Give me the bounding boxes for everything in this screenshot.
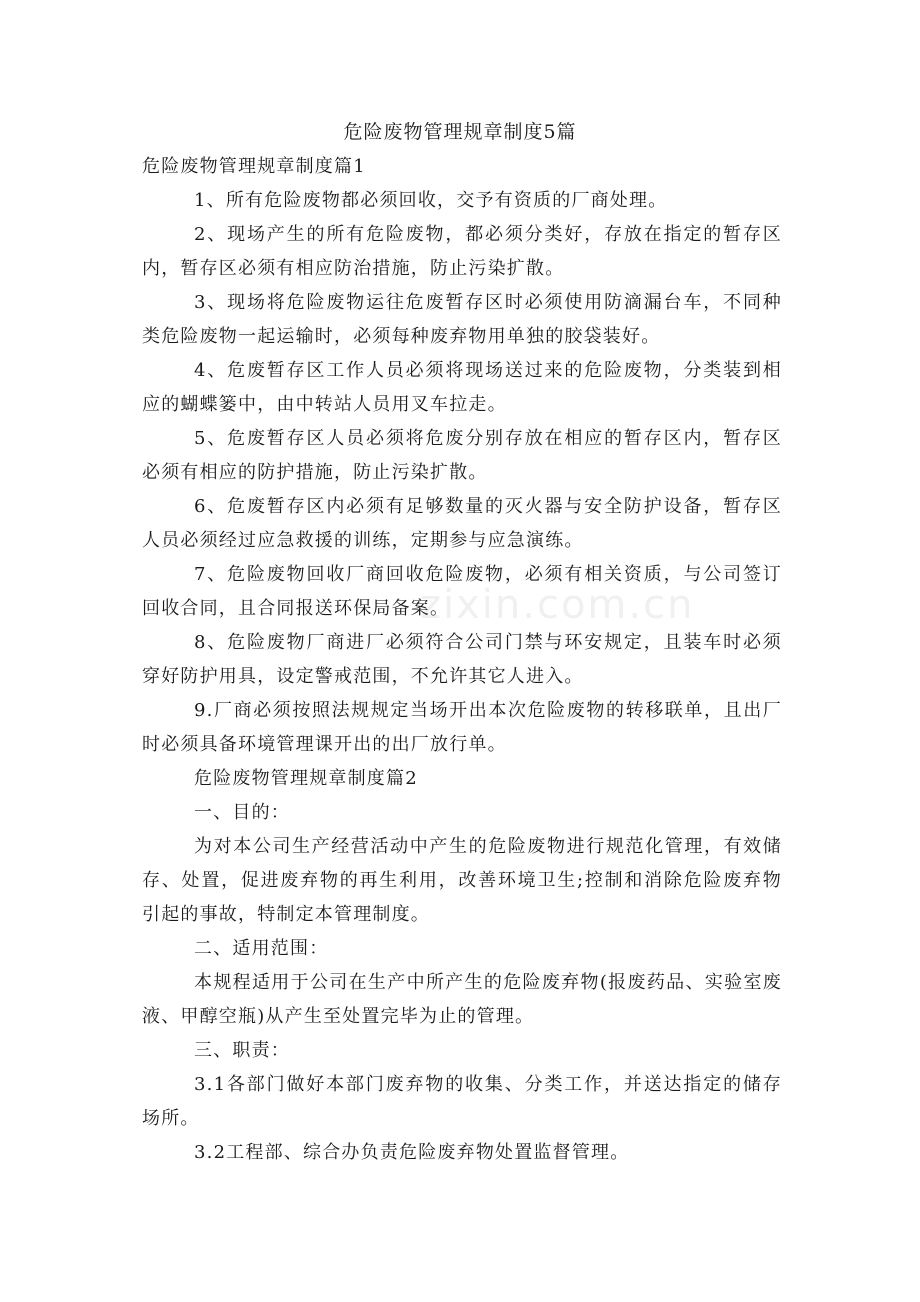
paragraph: 本规程适用于公司在生产中所产生的危险废弃物(报废药品、实验室废液、甲醇空瓶)从产生至处置完毕为止的管理。 xyxy=(142,972,782,1027)
paragraph: 7、危险废物回收厂商回收危险废物，必须有相关资质，与公司签订回收合同，且合同报送环保局备案。 xyxy=(142,564,782,619)
subheading-scope: 二、适用范围： xyxy=(194,938,329,959)
paragraph: 6、危废暂存区内必须有足够数量的灭火器与安全防护设备，暂存区人员必须经过应急救援的训练，定期参与应急演练。 xyxy=(142,496,782,551)
document-title: 危险废物管理规章制度5篇 xyxy=(343,121,577,143)
paragraph: 3.2工程部、综合办负责危险废弃物处置监督管理。 xyxy=(194,1142,630,1163)
paragraph: 8、危险废物厂商进厂必须符合公司门禁与环安规定，且装车时必须穿好防护用具，设定警戒范围，不允许其它人进入。 xyxy=(142,632,782,687)
section-heading-2: 危险废物管理规章制度篇2 xyxy=(194,768,418,789)
paragraph: 1、所有危险废物都必须回收，交予有资质的厂商处理。 xyxy=(194,190,668,211)
paragraph: 9.厂商必须按照法规规定当场开出本次危险废物的转移联单，且出厂时必须具备环境管理课开出的出厂放行单。 xyxy=(142,700,782,755)
paragraph: 2、现场产生的所有危险废物，都必须分类好，存放在指定的暂存区内，暂存区必须有相应防治措施，防止污染扩散。 xyxy=(142,224,782,279)
section-heading-1: 危险废物管理规章制度篇1 xyxy=(142,156,366,177)
paragraph: 4、危废暂存区工作人员必须将现场送过来的危险废物，分类装到相应的蝴蝶篓中，由中转站人员用叉车拉走。 xyxy=(142,360,782,415)
document-body xyxy=(142,150,782,1170)
subheading-duties: 三、职责： xyxy=(194,1040,290,1061)
watermark: zixin.com.cn xyxy=(420,582,695,628)
paragraph: 为对本公司生产经营活动中产生的危险废物进行规范化管理，有效储存、处置，促进废弃物的再生利用，改善环境卫生;控制和消除危险废弃物引起的事故，特制定本管理制度。 xyxy=(142,836,782,925)
paragraph: 3.1各部门做好本部门废弃物的收集、分类工作，并送达指定的储存场所。 xyxy=(142,1074,782,1129)
paragraph: 5、危废暂存区人员必须将危废分别存放在相应的暂存区内，暂存区必须有相应的防护措施，防止污染扩散。 xyxy=(142,428,782,483)
paragraph: 3、现场将危险废物运往危废暂存区时必须使用防滴漏台车，不同种类危险废物一起运输时，必须每种废弃物用单独的胶袋装好。 xyxy=(142,292,782,347)
subheading-purpose: 一、目的： xyxy=(194,802,290,823)
